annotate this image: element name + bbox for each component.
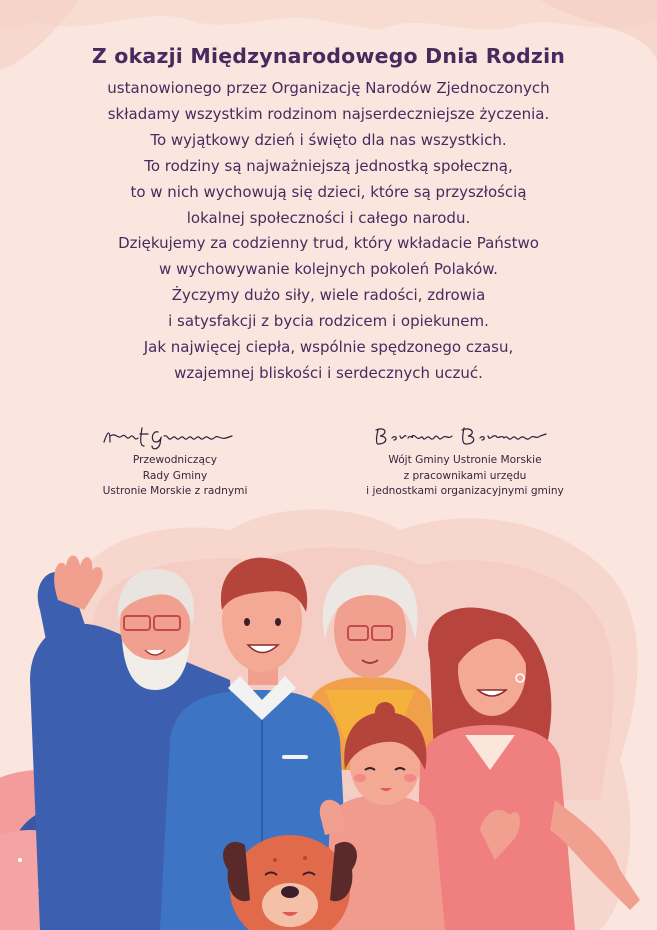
signature-title: Rady Gminy bbox=[142, 469, 208, 482]
message-line: To rodziny są najważniejszą jednostką społeczną, bbox=[144, 156, 513, 175]
signature-title: z pracownikami urzędu bbox=[403, 469, 527, 482]
signature-title: Przewodniczący bbox=[132, 454, 218, 466]
message-line: To wyjątkowy dzień i święto dla nas wszystkich. bbox=[150, 130, 507, 149]
dog-figure bbox=[223, 835, 357, 930]
mother-figure bbox=[415, 607, 640, 930]
message-line: ustanowionego przez Organizację Narodów Zjednoczonych bbox=[107, 79, 550, 97]
message-line: składamy wszystkim rodzinom najserdeczniejsze życzenia. bbox=[107, 104, 550, 123]
message-line: Jak najwięcej ciepła, wspólnie spędzonego czasu, bbox=[143, 338, 514, 357]
message-line: Życzymy dużo siły, wiele radości, zdrowia bbox=[171, 286, 486, 305]
signature-title: i jednostkami organizacyjnymi gminy bbox=[366, 485, 564, 497]
page-title: Z okazji Międzynarodowego Dnia Rodzin bbox=[91, 44, 566, 68]
signature-title: Wójt Gminy Ustronie Morskie bbox=[388, 454, 542, 466]
message-line: lokalnej społeczności i całego narodu. bbox=[186, 208, 471, 227]
signature-title: Ustronie Morskie z radnymi bbox=[102, 485, 248, 497]
message-line: wzajemnej bliskości i serdecznych uczuć. bbox=[174, 363, 483, 382]
message-line: i satysfakcji z bycia rodzicem i opiekunem. bbox=[168, 312, 489, 331]
message-line: to w nich wychowują się dzieci, które są przyszłością bbox=[130, 182, 527, 201]
message-line: w wychowywanie kolejnych pokoleń Polaków. bbox=[159, 260, 498, 279]
message-line: Dziękujemy za codzienny trud, który wkładacie Państwo bbox=[118, 234, 539, 253]
